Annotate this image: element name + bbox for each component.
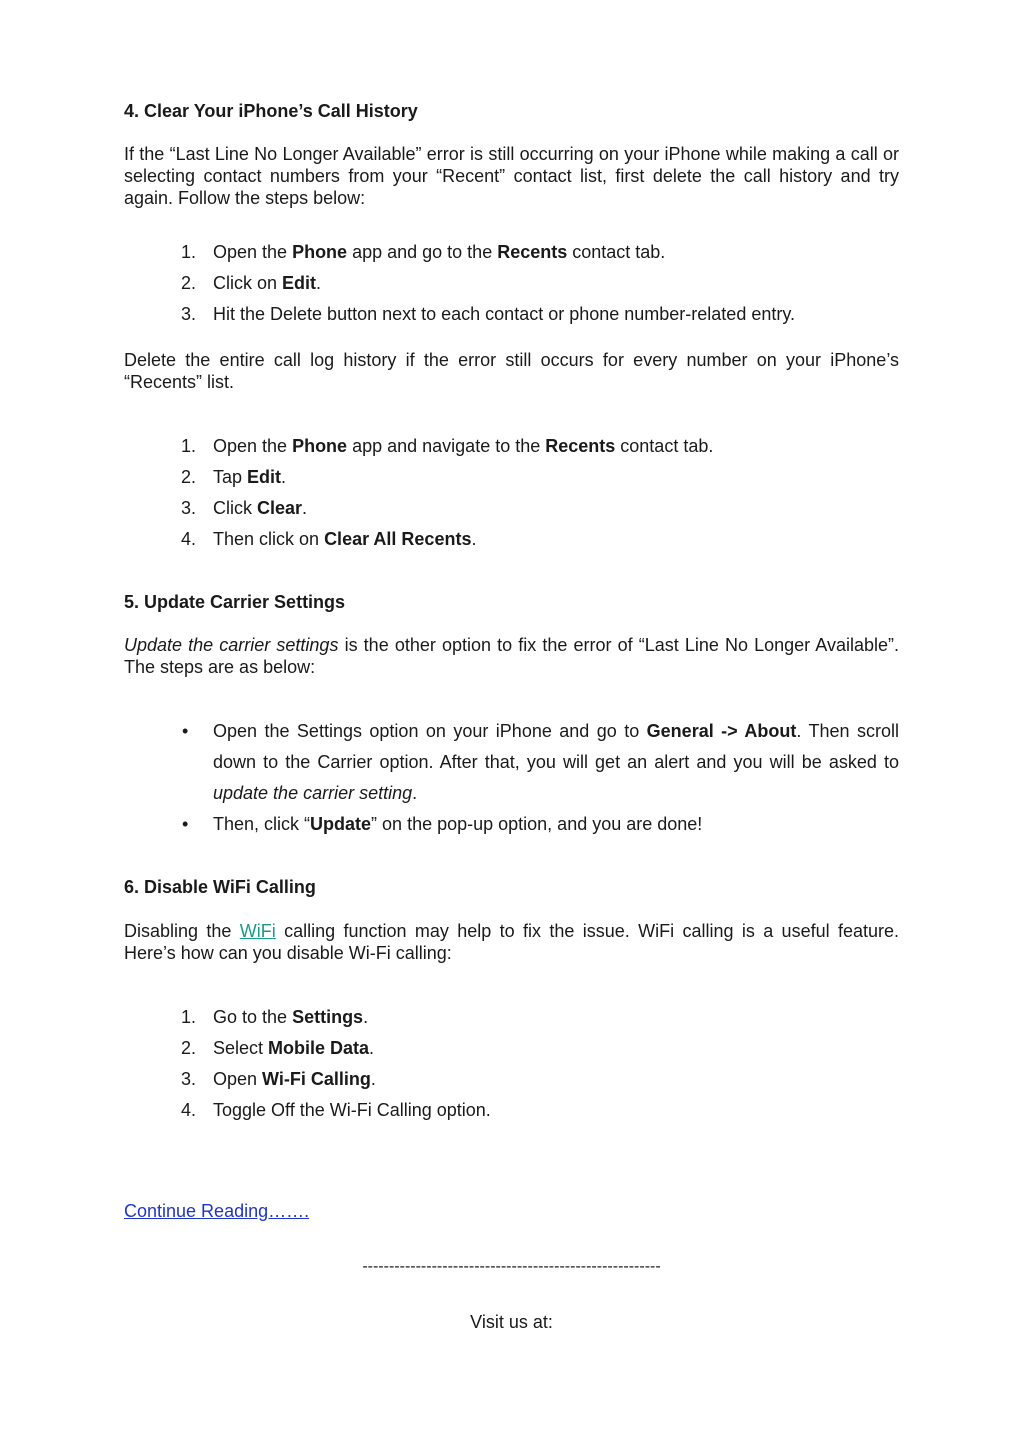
list-item: 3. Hit the Delete button next to each contact or phone number-related entry. <box>181 304 796 324</box>
section-4-middle-paragraph: Delete the entire call log history if the error still occurs for every number on your iPhone’s “Recents” list. <box>124 350 899 392</box>
list-item: 3. Click Clear. <box>181 498 308 518</box>
section-6-intro: Disabling the WiFi calling function may help to fix the issue. WiFi calling is a useful feature. Here’s how can you disable Wi-Fi calling: <box>124 921 899 963</box>
section-5-bullets-list <box>124 716 899 840</box>
visit-us-text: Visit us at: <box>470 1312 553 1332</box>
list-item: 3. Open Wi-Fi Calling. <box>181 1069 376 1089</box>
list-item: 2. Tap Edit. <box>181 467 287 487</box>
list-item: 1. Go to the Settings. <box>181 1007 369 1027</box>
wifi-link[interactable]: WiFi <box>239 921 276 941</box>
section-4-clear-steps-list <box>124 431 899 555</box>
section-5-intro: Update the carrier settings is the other option to fix the error of “Last Line No Longer Available”. The steps are as below: <box>124 635 900 677</box>
list-item: 4. Toggle Off the Wi-Fi Calling option. <box>181 1100 491 1120</box>
list-item: 4. Then click on Clear All Recents. <box>181 529 477 549</box>
section-4-steps-list <box>124 237 899 330</box>
list-item: 1. Open the Phone app and go to the Recents contact tab. <box>181 242 666 262</box>
section-6-heading: 6. Disable WiFi Calling <box>124 877 316 897</box>
section-6-steps-list <box>124 1002 899 1126</box>
divider-line: -------------------------------------------------------- <box>362 1258 661 1275</box>
list-item: 2. Click on Edit. <box>181 273 322 293</box>
section-4-heading: 4. Clear Your iPhone’s Call History <box>124 101 418 121</box>
section-5-heading: 5. Update Carrier Settings <box>124 592 346 612</box>
list-item: 2. Select Mobile Data. <box>181 1038 375 1058</box>
list-item: 1. Open the Phone app and navigate to the Recents contact tab. <box>181 436 714 456</box>
list-item: • Open the Settings option on your iPhone and go to General -> About. Then scroll down to the Carrier option. After that, you will get an alert and you will be asked to update the carrier setting. <box>182 721 899 803</box>
section-4-intro: If the “Last Line No Longer Available” error is still occurring on your iPhone while making a call or selecting contact numbers from your “Recent” contact list, first delete the call history and try again. Follow the steps below: <box>124 144 899 208</box>
list-item: • Then, click “Update” on the pop-up option, and you are done! <box>182 814 703 834</box>
continue-reading-link[interactable]: Continue Reading……. <box>124 1201 310 1221</box>
